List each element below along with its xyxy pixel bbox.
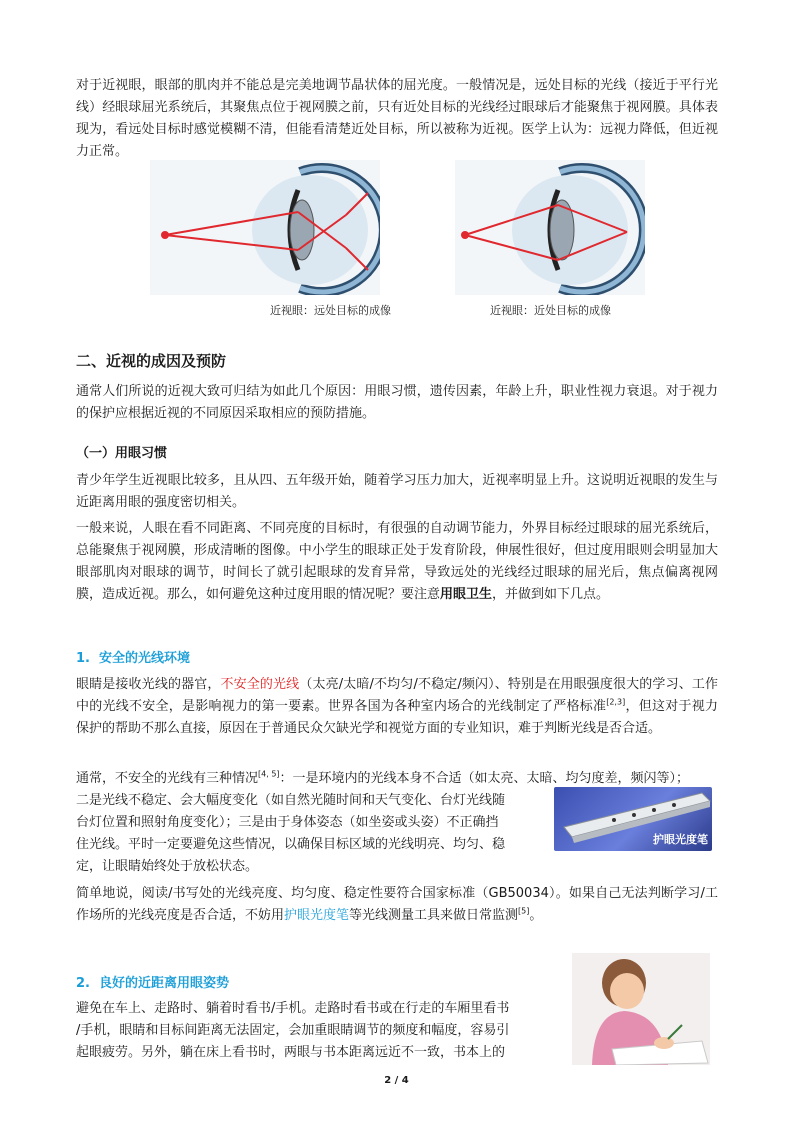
- eye-hygiene-bold: 用眼卫生: [440, 587, 493, 602]
- light-meter-pen-image: [554, 787, 712, 851]
- eye-near-caption: 近视眼：近处目标的成像: [490, 304, 611, 317]
- section-paragraph: 通常人们所说的近视大致可归结为如此几个原因：用眼习惯，遗传因素，年龄上升，职业性视力衰退。对于视力的保护应根据近视的不同原因采取相应的预防措施。: [76, 384, 718, 421]
- page-number: 2 / 4: [384, 1075, 409, 1086]
- eye-far-svg: [150, 160, 380, 295]
- sub1-paragraph-2: 一般来说，人眼在看不同距离、不同亮度的目标时，有很强的自动调节能力，外界目标经过眼球的屈光系统后，总能聚焦于视网膜，形成清晰的图像。中小学生的眼球正处于发育阶段，伸展性很好，但过度用眼则会明显加大眼部肌肉对眼球的调节，时间长了就引起眼球的发育异常，导致远处的光线经过眼球的屈光后，焦点偏离视网膜，造成近视。那么，如何避免这种过度用眼的情况呢？要注意用眼卫生，并做到如下几点。: [76, 521, 718, 602]
- item1-paragraph-3: 简单地说，阅读/书写处的光线亮度、均匀度、稳定性要符合国家标准（GB50034）。如果自己无法判断学习/工作场所的光线亮度是否合适，不妨用护眼光度笔等光线测量工具来做日常监测[5]。: [76, 886, 718, 923]
- item1-paragraph-2-rest: 二是光线不稳定、会大幅度变化（如自然光随时间和天气变化、台灯光线随 台灯位置和照射角度变化）；三是由于身体姿态（如坐姿或头姿）不正确挡 住光线。平时一定要避免这些情况，以确保目标区域的光线明亮、均匀、稳 定，让眼睛始终处于放松状态。: [76, 793, 506, 874]
- item1-paragraph-1: 眼睛是接收光线的器官，不安全的光线（太亮/太暗/不均匀/不稳定/频闪）、特别是在用眼强度很大的学习、工作中的光线不安全，是影响视力的第一要素。世界各国为各种室内场合的光线制定了严格标准[2,3]，但这对于视力保护的帮助不那么直接，原因在于普通民众欠缺光学和视觉方面的专业知识，难于判断光线是否合适。: [76, 677, 718, 736]
- eye-near-svg: [455, 160, 645, 295]
- child-writing-image: [572, 953, 710, 1065]
- eye-care-pen-link[interactable]: 护眼光度笔: [284, 908, 350, 923]
- item2-heading: 2. 良好的近距离用眼姿势: [76, 976, 230, 991]
- eye-diagram-far: [150, 160, 380, 325]
- section-title: 二、近视的成因及预防: [76, 352, 227, 370]
- sub1-paragraph-1: 青少年学生近视眼比较多，且从四、五年级开始，随着学习压力加大，近视率明显上升。这说明近视眼的发生与近距离用眼的强度密切相关。: [76, 473, 718, 510]
- pen-label: 护眼光度笔: [653, 833, 708, 846]
- eye-diagram-near: [455, 160, 645, 325]
- unsafe-light-text: 不安全的光线: [220, 677, 300, 692]
- subsection-title: （一）用眼习惯: [76, 446, 168, 461]
- item2-paragraph: 避免在车上、走路时、躺着时看书/手机。走路时看书或在行走的车厢里看书 /手机，眼睛和目标间距离无法固定，会加重眼睛调节的频度和幅度，容易引 起眼疲劳。另外，躺在床上看书时，两眼与书本距离远近不一致，书本上的: [76, 1001, 510, 1060]
- eye-far-caption: 近视眼：远处目标的成像: [270, 304, 391, 317]
- item1-heading: 1. 安全的光线环境: [76, 651, 191, 666]
- child-svg: [572, 953, 710, 1065]
- intro-paragraph: 对于近视眼，眼部的肌肉并不能总是完美地调节晶状体的屈光度。一般情况是，远处目标的光线（接近于平行光线）经眼球屈光系统后，其聚焦点位于视网膜之前，只有近处目标的光线经过眼球后才能聚焦于视网膜。具体表现为，看远处目标时感觉模糊不清，但能看清楚近处目标，所以被称为近视。医学上认为：远视力降低，但近视力正常。: [76, 78, 718, 159]
- item1-paragraph-2-first: 通常，不安全的光线有三种情况[4, 5]：一是环境内的光线本身不合适（如太亮、太暗、均匀度差，频闪等）；: [76, 769, 690, 786]
